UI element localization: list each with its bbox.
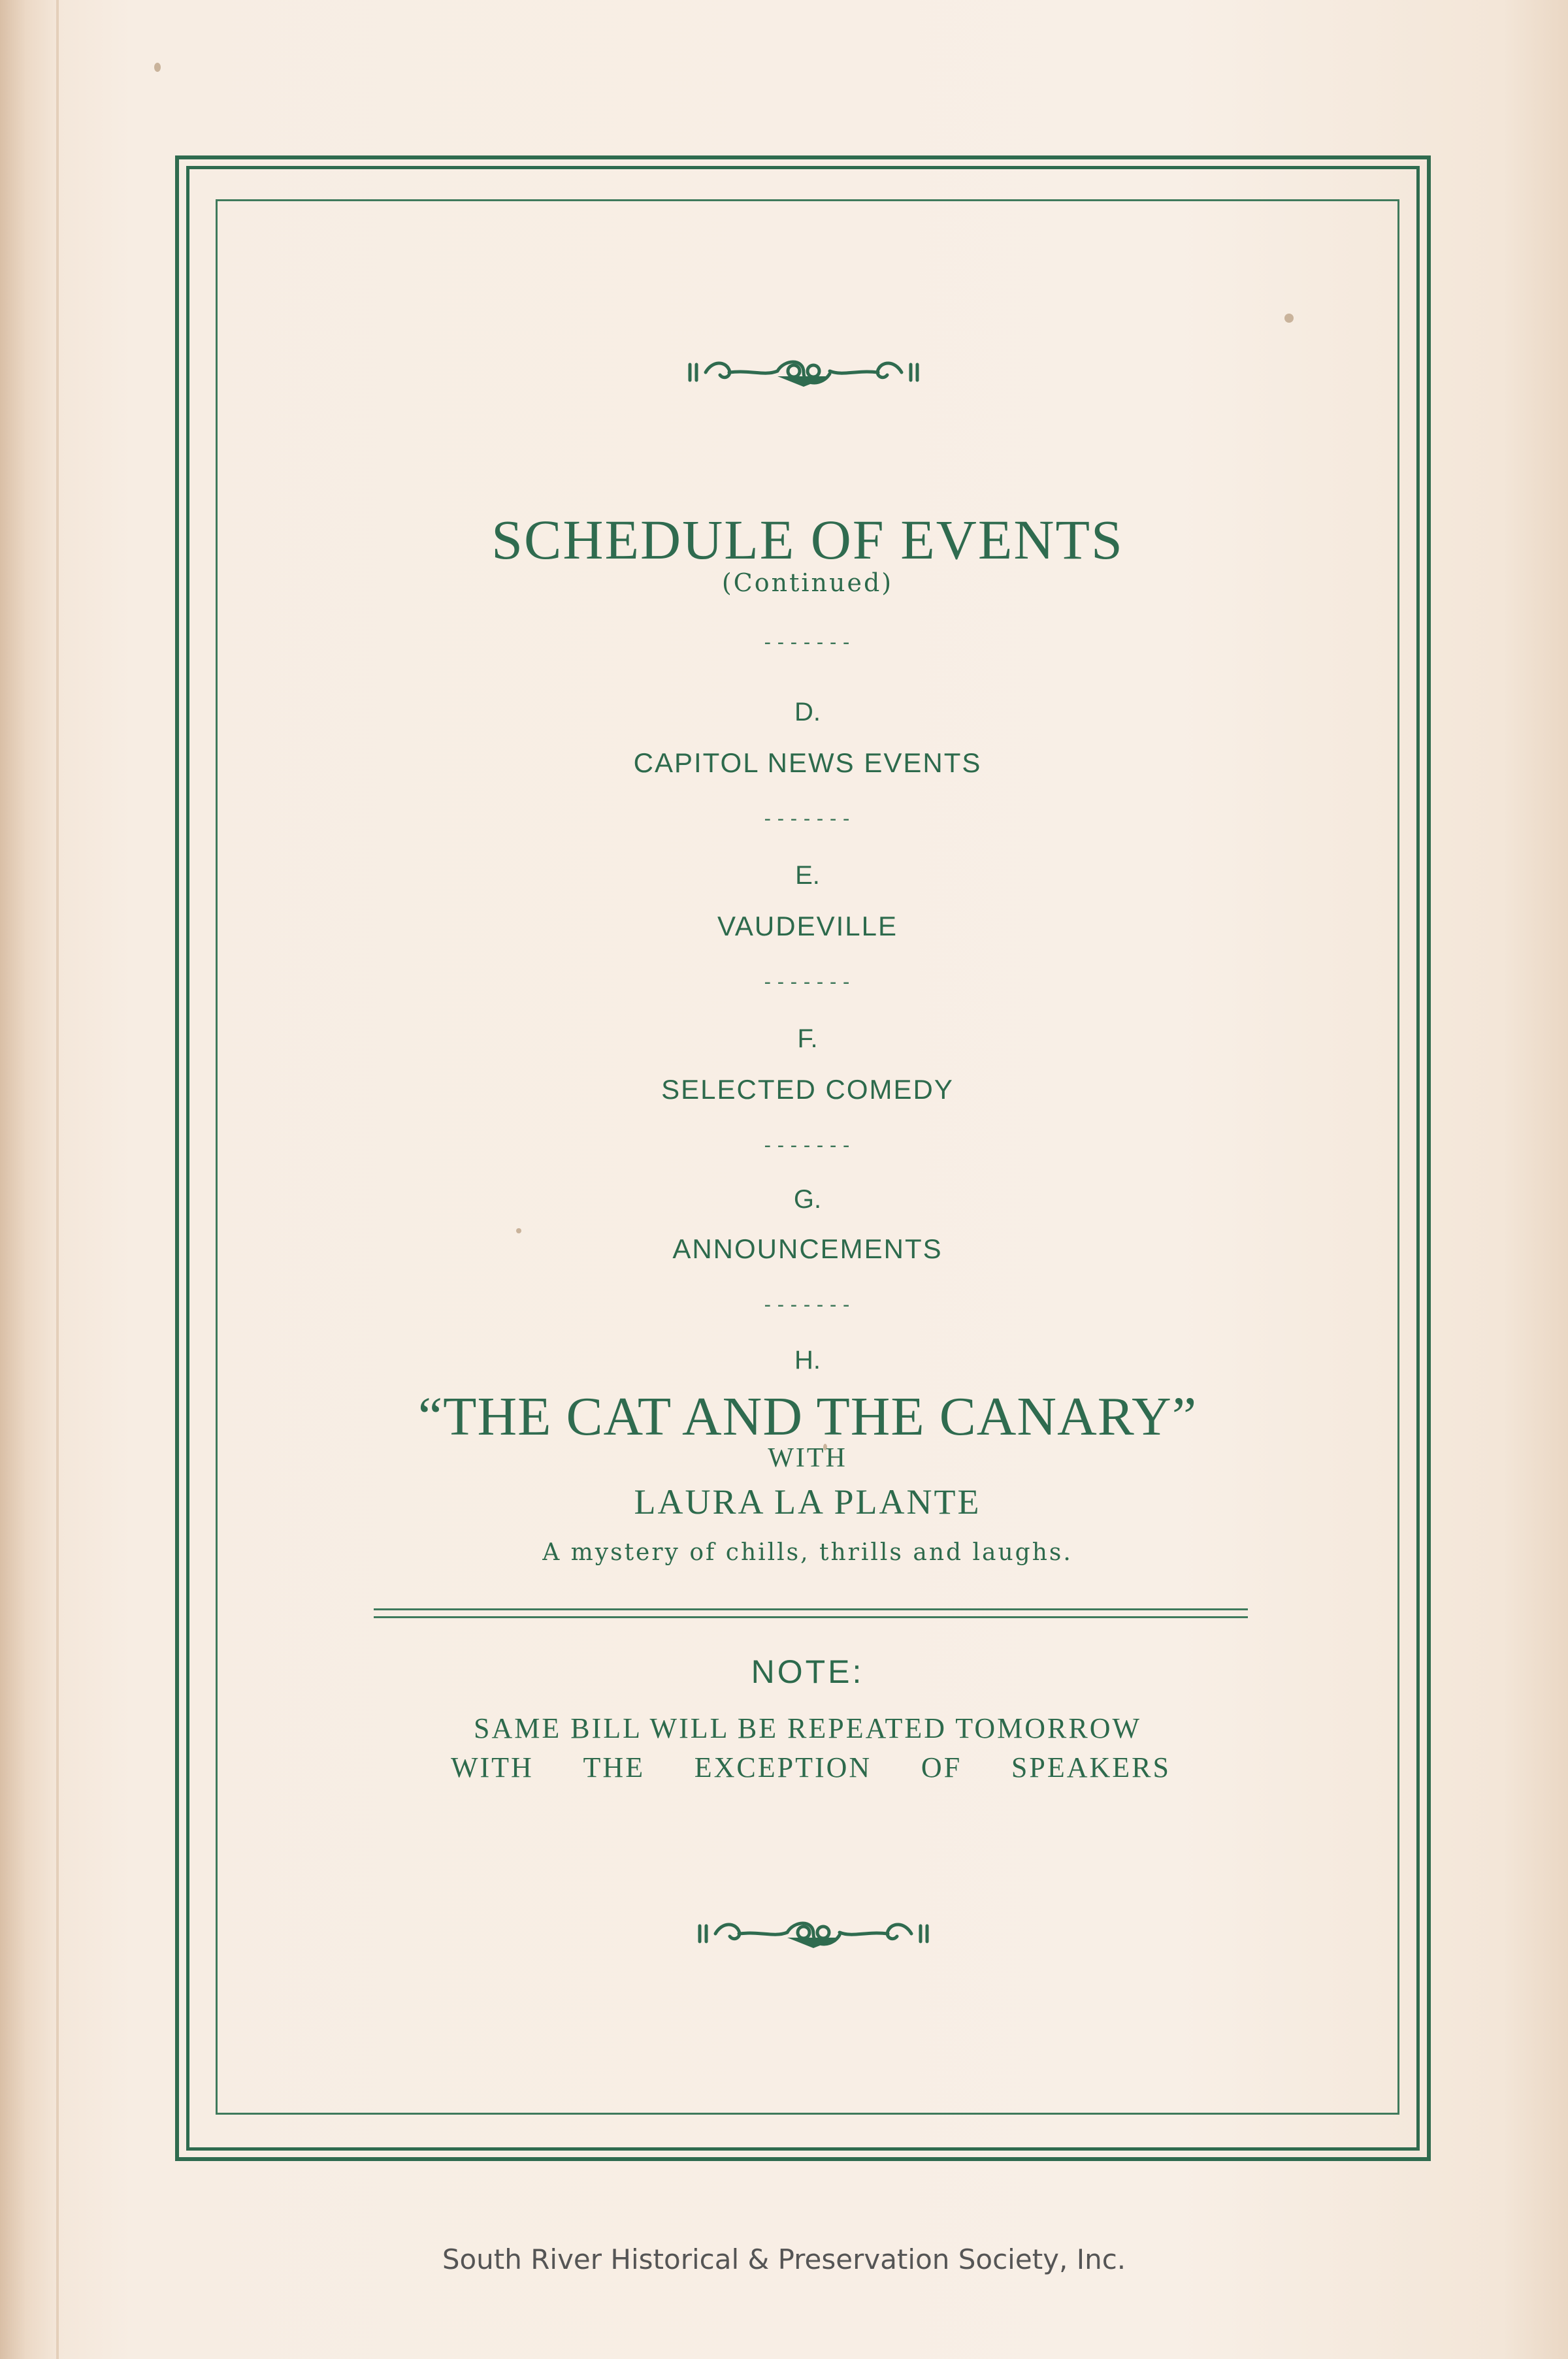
archive-credit: South River Historical & Preservation Society, Inc.	[442, 2243, 1126, 2275]
page-subtitle: (Continued)	[721, 568, 894, 597]
bottom-scroll-ornament	[696, 1914, 931, 1953]
event-letter-g: G.	[793, 1185, 822, 1214]
note-line-1: SAME BILL WILL BE REPEATED TOMORROW	[473, 1712, 1142, 1744]
divider: -------	[761, 807, 854, 830]
event-letter-e: E.	[795, 861, 820, 890]
event-vaudeville: VAUDEVILLE	[717, 911, 898, 941]
note-word: OF	[921, 1751, 962, 1783]
event-letter-f: F.	[797, 1024, 818, 1053]
note-heading: NOTE:	[751, 1653, 864, 1690]
note-word: THE	[583, 1751, 645, 1783]
feature-description: A mystery of chills, thrills and laughs.	[542, 1539, 1073, 1566]
note-word: SPEAKERS	[1011, 1751, 1171, 1783]
event-capitol-news: CAPITOL NEWS EVENTS	[633, 747, 982, 778]
note-line-2	[451, 1751, 1171, 1784]
note-word: WITH	[451, 1751, 534, 1783]
divider: -------	[761, 631, 854, 654]
event-letter-d: D.	[794, 698, 821, 726]
feature-star: LAURA LA PLANTE	[634, 1482, 981, 1521]
divider: -------	[761, 971, 854, 994]
event-letter-h: H.	[794, 1346, 821, 1375]
feature-with: WITH	[768, 1443, 847, 1473]
event-selected-comedy: SELECTED COMEDY	[661, 1074, 954, 1105]
double-rule-bottom	[374, 1616, 1248, 1618]
note-word: EXCEPTION	[694, 1751, 872, 1783]
double-rule-top	[374, 1608, 1248, 1610]
inner-border	[216, 199, 1399, 2115]
feature-film-title: “THE CAT AND THE CANARY”	[417, 1386, 1198, 1447]
paper-speck	[154, 63, 161, 72]
divider: -------	[761, 1293, 854, 1316]
page-title: SCHEDULE OF EVENTS	[491, 508, 1124, 571]
event-announcements: ANNOUNCEMENTS	[672, 1233, 943, 1264]
top-scroll-ornament	[686, 353, 921, 392]
binding-crease	[56, 0, 59, 2359]
divider: -------	[761, 1134, 854, 1157]
